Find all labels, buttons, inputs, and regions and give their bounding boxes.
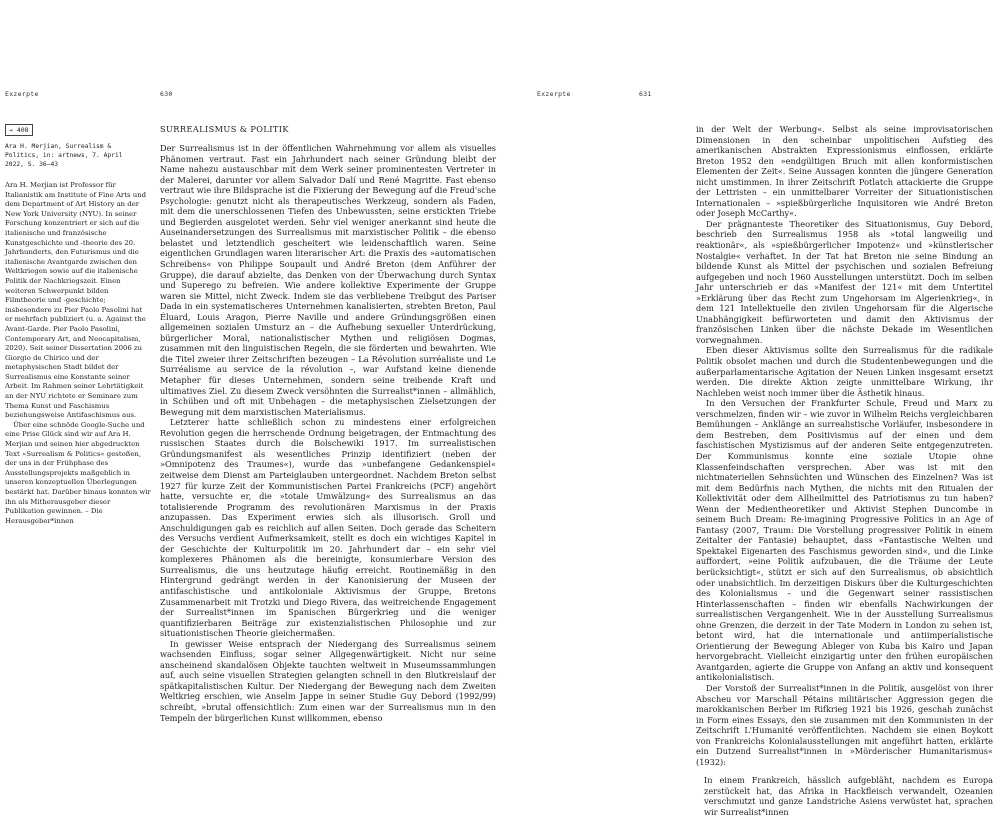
running-head-left: Exzerpte bbox=[5, 90, 39, 98]
note-paragraph: Über eine schnöde Google-Suche und eine Prise Glück sind wir auf Ara H. Merjian und seinen hier abgedruckten Text »Surrealism & Politics« gestoßen, der uns in der Frühphase des Ausstellungsprojekts maßgeblich in unseren konzeptuellen Überlegungen bestärkt hat. Darüber hinaus konnten wir ihn als Mitherausgeber dieser Publikation gewinnen. – Die Herausgeber*innen bbox=[5, 420, 151, 525]
left-page bbox=[0, 0, 500, 800]
page-number-right: 631 bbox=[639, 90, 652, 98]
section-title: SURREALISMUS & POLITIK bbox=[160, 124, 289, 134]
note-paragraph: Ara H. Merjian ist Professor für Italianistik am Institute of Fine Arts und dem Department of Art History an der New York University (NYU). In seiner Forschung konzentriert er sich auf die italienische und französische Kunstgeschichte und -theorie des 20. Jahrhunderts, den Futurismus und die italienische Avantgarde zwischen den Weltkriegen sowie auf die italienische Politik der Nachkriegszeit. Einen weiteren Schwerpunkt bilden Filmtheorie und -geschichte; insbesondere zu Pier Paolo Pasolini hat er mehrfach publiziert (u. a. Against the Avant-Garde. Pier Paolo Pasolini, Contemporary Art, and Neocapitalism, 2020). Seit seiner Dissertation 2006 zu Giorgio de Chirico und der metaphysischen Stadt bildet der Surrealismus eine Konstante seiner Arbeit. Im Rahmen seiner Lehrtätigkeit an der NYU richtete er Seminare zum Thema Kunst und Faschismus beziehungsweise Antifaschismus aus. bbox=[5, 181, 147, 420]
body-paragraph: In den Versuchen der Frankfurter Schule, Freud und Marx zu verschmelzen, finden wir – wie zuvor in Wilhelm Reichs vergleichbaren Bemühungen – Anklänge an surrealistische Vorläufer, insbesondere in dem Bestreben, dem Positivismus auf der einen und dem faschistischen Mystizismus auf der anderen Seite entgegenzutreten. Der Kommunismus konnte eine soziale Utopie ohne Klassenfeindschaften versprechen. Aber was ist mit den nichtmateriellen Sehnsüchten und Wünschen des Einzelnen? Was ist mit dem Bedürfnis nach Mythen, die nichts mit den Ritualen der Kollektivität oder dem Allheilmittel des Patriotismus zu tun haben? Wenn der Medientheoretiker und Aktivist Stephen Duncombe in seinem Buch Dream: Re-imagining Progressive Politics in an Age of Fantasy (2007, Traum: Die Vorstellung progressiver Politik in einem Zeitalter der Fantasie) behauptet, dass »Fantastische Welten und Spektakel Eigenarten des Faschismus geworden sind«, und die Linke auffordert, »eine Politik aufzubauen, die die Träume der Leute berücksichtigt«, stützt er sich auf den Surrealismus, ob absichtlich oder unabsichtlich. Im derzeitigen Diskurs über die Kulturgeschichten des Kolonialismus – und die Gegenwart seiner rassistischen Hinterlassenschaften – finden wir ebenfalls Nachwirkungen der surrealistischen Vergangenheit. Wie in der Ausstellung Surrealismus ohne Grenzen, die derzeit in der Tate Modern in London zu sehen ist, betont wird, hat die internationale und antiimperialistische Orientierung der Bewegung Ableger von Kuba bis Kairo und Japan hervorgebracht. Vielleicht einzigartig unter den frühen europäischen Avantgarden, agierte die Gruppe von Anfang an aktiv und konsequent antikolonialistisch. bbox=[696, 398, 993, 683]
page-number-left: 630 bbox=[160, 90, 173, 98]
main-text-column bbox=[160, 143, 496, 723]
body-paragraph: Der Surrealismus ist in der öffentlichen Wahrnehmung vor allem als visuelles Phänomen vertraut. Fast ein Jahrhundert nach seiner Gründung bleibt der Name nahezu austauschbar mit dem Werk seiner prominentesten Vertreter in der Malerei, darunter vor allem Salvador Dalí und René Magritte. Fast ebenso vertraut wie ihre Bildsprache ist die Fixierung der Bewegung auf die Freud'sche Psychologie: genutzt nicht als therapeutisches Werkzeug, sondern als Faden, mit dem die unerschlossenen Tiefen des Unbewussten, seine erstickten Triebe und Begierden ausgelotet werden. Sehr viel weniger anerkannt sind heute die Auseinandersetzungen des Surrealismus mit marxistischer Politik – die ebenso belastet und letztendlich gescheitert wie leidenschaftlich waren. Seine eigentlichen Grundlagen waren literarischer Art: die Praxis des »automatischen Schreibens« von Philippe Soupault und André Breton (dem Anführer der Gruppe), die darauf abzielte, das Denken von der Überwachung durch Syntax und Superego zu befreien. Wie andere kollektive Experimente der Gruppe waren sie Mittel, nicht Zweck. Indem sie das verbliebene Treibgut des Pariser Dada in ein systematischeres Unternehmen kanalisierten, strebten Breton, Paul Éluard, Louis Aragon, Pierre Naville und andere Gründungsgrößen einen allgemeinen sozialen Umsturz an – die Aufhebung sexueller Unterdrückung, bürgerlicher Moral, nationalistischer Mythen und religiösen Dogmas, zusammen mit den linguistischen Regeln, die sie förderten und bewahrten. Wie die Titel zweier ihrer Zeitschriften bezeugen – La Révolution surréaliste und Le Surréalisme au service de la révolution –, war Aufstand keine dienende Metapher für dieses Unternehmen, sondern seine treibende Kraft und ultimatives Ziel. Zu diesem Zweck versöhnten die Surrealist*innen – allmählich, in Schüben und oft mit Unbehagen – die metaphysischen Zielsetzungen der Bewegung mit dem marxistischen Materialismus. bbox=[160, 143, 496, 417]
note-source: Ara H. Merjian, Surrealism & Politics, in: artnews, 7. April 2022, S. 36–43 bbox=[5, 143, 123, 168]
running-head-right: Exzerpte bbox=[537, 90, 571, 98]
body-paragraph: Letzterer hatte schließlich schon zu mindestens einer erfolgreichen Revolution gegen die herrschende Ordnung beigetragen, der Entmachtung des russischen Staates durch die Bolschewiki 1917. Im surrealistischen Gründungsmanifest als wesentliches Prinzip identifiziert (neben der »Omnipotenz des Traumes«), wurde das »unbefangene Gedankenspiel« zeitweise dem Dienst am Parteiglauben untergeordnet. Nachdem Breton selbst 1927 für kurze Zeit der Kommunistischen Partei Frankreichs (PCF) angehört hatte, versuchte er, die »totale Umwälzung« des Surrealismus an das totalisierende Programm des revolutionären Marxismus in der Praxis anzupassen. Das Experiment erwies sich als illusorisch. Groll und Anschuldigungen gab es reichlich auf allen Seiten. Doch gerade das Scheitern des Versuchs verdient Aufmerksamkeit, stellt es doch ein wichtiges Kapitel in der Geschichte der Kulturpolitik im 20. Jahrhundert dar – ein sehr viel komplexeres Phänomen als die bereinigte, konsumierbare Version des Surrealismus, die uns heutzutage häufig erreicht. Routinemäßig in den Hintergrund gedrängt werden in der Kanonisierung der Museen der antifaschistische und antikoloniale Aktivismus der Gruppe, Bretons Zusammenarbeit mit Trotzki und Diego Rivera, das weitreichende Engagement der Surrealist*innen im Spanischen Bürgerkrieg und die weniger quantifizierbaren Beiträge zur existenzialistischen Philosophie und zur situationistischen Theorie gleichermaßen. bbox=[160, 417, 496, 639]
right-page bbox=[500, 0, 1000, 817]
note-body bbox=[5, 181, 151, 526]
body-paragraph: Eben dieser Aktivismus sollte den Surrealismus für die radikale Politik obsolet machen und durch die Studentenbewegungen und die außerparlamentarische Agitation der Neuen Linken insgesamt ersetzt werden. Die direkte Aktion zeigte unmittelbare Wirkung, ihr Nachleben weist noch immer über die Ästhetik hinaus. bbox=[696, 345, 993, 398]
block-quote: In einem Frankreich, hässlich aufgebläht, nachdem es Europa zerstückelt hat, das Afrika in Hackfleisch verwandelt, Ozeanien verschmutzt und ganze Landstriche Asiens verwüstet hat, sprachen wir Surrealist*innen bbox=[704, 775, 993, 817]
note-number-box: → 408 bbox=[5, 124, 33, 136]
body-paragraph: Der Vorstoß der Surrealist*innen in die Politik, ausgelöst von ihrer Abscheu vor Marschall Pétains militärischer Aggression gegen die marokkanischen Berber im Rifkrieg 1921 bis 1926, geschah zunächst in Form eines Essays, den sie zusammen mit den Kommunisten in der Zeitschrift L'Humanité veröffentlichten. Nachdem sie einen Boykott von Frankreichs Kolonialausstellungen mit angeführt hatten, erklärte ein Dutzend Surrealist*innen in »Mörderischer Humanitarismus« (1932): bbox=[696, 682, 993, 767]
right-text-column bbox=[696, 124, 993, 818]
body-paragraph: Der prägnanteste Theoretiker des Situationismus, Guy Debord, beschrieb den Surrealismus 1958 als »total langweilig und reaktionär«, als »spießbürgerlicher Impotenz« und »künstlerischer Nostalgie« verhaftet. In der Tat hat Breton nie seine Bindung an bildende Kunst als Mittel der psychischen und sozialen Befreiung aufgegeben und noch 1960 Ausstellungen unterstützt. Doch im selben Jahr unterschrieb er das »Manifest der 121« mit dem Untertitel »Erklärung über das Recht zum Ungehorsam im Algerienkrieg«, in dem 121 Intellektuelle den zivilen Ungehorsam für die Algerische Unabhängigkeit befürworteten und damit den Aktivismus der französischen Linken über die nächste Dekade im Wesentlichen vorwegnahmen. bbox=[696, 218, 993, 345]
body-paragraph: In gewisser Weise entsprach der Niedergang des Surrealismus seinem wachsenden Einfluss, sogar seiner Allgegenwärtigkeit. Nicht nur seine anscheinend skandalösen Objekte tauchten weltweit in Museumssammlungen auf, auch seine visuellen Strategien gelangten schnell in den Blutkreislauf der spätkapitalistischen Kultur. Der Niedergang der Bewegung nach dem Zweiten Weltkrieg erschien, wie Anselm Jappe in seiner Studie Guy Debord (1992/99) schreibt, »brutal offensichtlich: Zum einen war der Surrealismus nun in den Tempeln der bürgerlichen Kunst willkommen, ebenso bbox=[160, 638, 496, 723]
body-paragraph: in der Welt der Werbung«. Selbst als seine improvisatorischen Dimensionen in den scheinbar unpolitischen Aufstieg des amerikanischen Abstrakten Expressionismus einflossen, erklärte Breton 1952 den »endgültigen Bruch mit allen konformistischen Elementen der Zeit«. Seine Aussagen konnten die jüngere Generation nicht umstimmen. In ihrer Zeitschrift Potlatch attackierte die Gruppe der Lettristen – ein unmittelbarer Vorreiter der Situationistischen Internationalen – »spießbürgerliche Inquisitoren wie André Breton oder Joseph McCarthy«. bbox=[696, 124, 993, 219]
